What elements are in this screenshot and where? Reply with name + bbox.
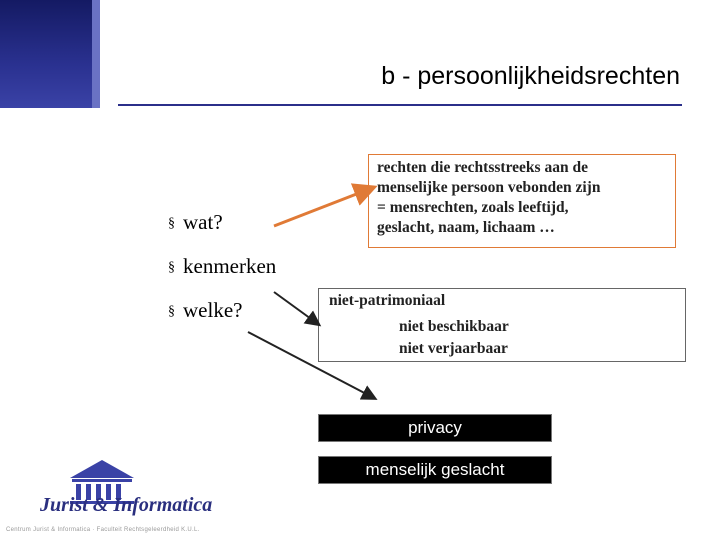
- arrow-welke-to-kenmerken: [274, 292, 318, 324]
- kenmerken-line: niet beschikbaar: [399, 318, 509, 335]
- welke-box-geslacht: menselijk geslacht: [318, 456, 552, 484]
- definition-line: rechten die rechtsstreeks aan de: [377, 159, 588, 176]
- kenmerken-line: niet-patrimoniaal: [329, 292, 446, 309]
- logo-text: Jurist & Informatica: [40, 494, 213, 516]
- welke-box-privacy: privacy: [318, 414, 552, 442]
- bullet-label: kenmerken: [183, 254, 277, 278]
- bullet-marker-icon: §: [168, 260, 175, 275]
- arrow-wat-to-definition: [274, 188, 372, 226]
- slide-title: b - persoonlijkheidsrechten: [381, 62, 680, 90]
- definition-line: geslacht, naam, lichaam …: [377, 219, 555, 236]
- definition-line: = mensrechten, zoals leeftijd,: [377, 199, 569, 216]
- kenmerken-line: niet verjaarbaar: [399, 340, 508, 357]
- arrow-welke-to-privacy: [248, 332, 374, 398]
- footer-text: Centrum Jurist & Informatica · Faculteit Rechtsgeleerdheid K.U.L.: [6, 527, 200, 533]
- definition-line: menselijke persoon vebonden zijn: [377, 179, 601, 196]
- bullet-marker-icon: §: [168, 216, 175, 231]
- bullet-label: wat?: [183, 210, 223, 234]
- bullet-marker-icon: §: [168, 304, 175, 319]
- bullet-label: welke?: [183, 298, 243, 322]
